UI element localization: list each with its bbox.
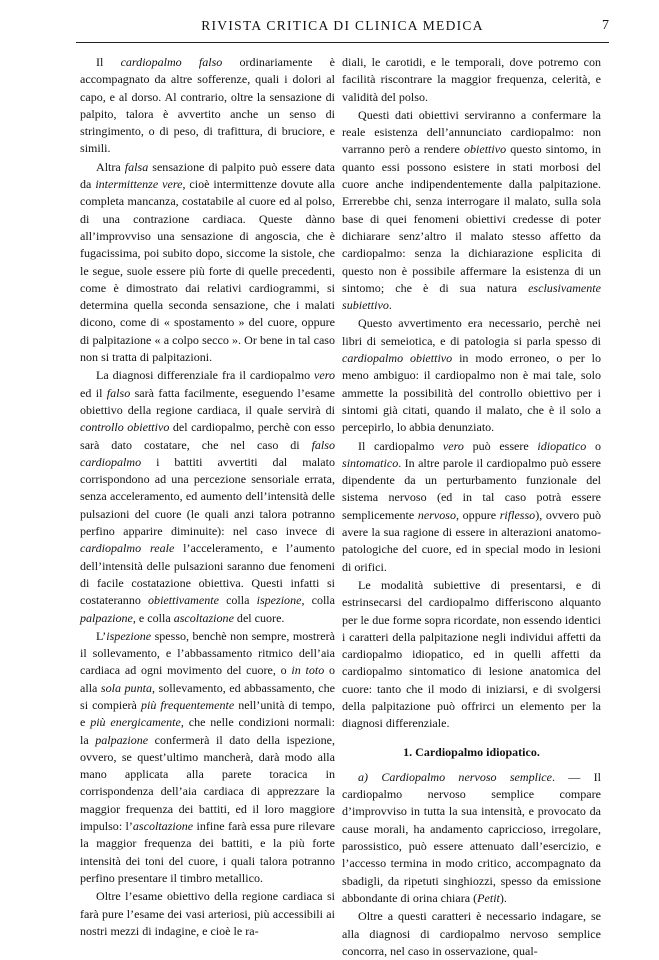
paragraph: Il cardiopalmo vero può essere idiopatico o sintomatico. In altre parole il cardiopalmo può essere dipendente da un perturbamento funzionale del sistema nervoso (ed in tal caso potrà essere semplicemente nervoso, oppure riflesso), ovvero può avere la sua ragione di essere in alterazioni anatomo-patologiche del cuore, ed in special modo in lesioni di orifici.	[342, 438, 601, 574]
italic-run: più energicamente	[90, 715, 181, 730]
italic-run: Petit	[477, 890, 500, 905]
running-header	[76, 16, 609, 43]
italic-run: a) Cardiopalmo nervoso semplice	[358, 769, 552, 784]
italic-run: ispezione	[106, 628, 152, 643]
italic-run: controllo obiettivo	[80, 420, 170, 435]
italic-run: palpazione	[95, 732, 149, 747]
paragraph: Questo avvertimento era necessario, perchè nei libri di semeiotica, e di patologia si parla spesso di cardiopalmo obiettivo in modo erroneo, o per lo meno ambiguo: il cardiopalmo non è mai tale, solo ammette la possibilità del controllo obiettivo per i sintomi già citati, quando il malato, che è il solo a percepirlo, lo abbia denunziato.	[342, 316, 601, 435]
italic-run: idiopatico	[537, 438, 587, 453]
right-column	[342, 54, 601, 960]
italic-run: cardiopalmo reale	[80, 541, 175, 556]
italic-run: obiettivo	[463, 142, 507, 157]
italic-run: esclusivamente subiettivo	[342, 280, 601, 313]
italic-run: riflesso	[499, 507, 536, 522]
italic-run: vero	[314, 368, 335, 383]
italic-run: falso cardiopalmo	[80, 437, 335, 469]
paragraph: L’ispezione spesso, benchè non sempre, mostrerà il sollevamento, e l’abbassamento ritmico dell’aia cardiaca ad ogni movimento del cuore, o in toto o alla sola punta, sollevamento, ed abbassamento, che si compierà più frequentemente nell’unità di tempo, e più energicamente, che nelle condizioni normali: la palpazione confermerà il dato della ispezione, ovvero, se quest’ultimo mancherà, darà modo alla mano applicata alla parete toracica in corrispondenza dell’aia cardiaca di apprezzare la maggior frequenza dei battiti, ed il loro maggiore impulso: l’ascoltazione infine farà essa pure rilevare la maggior frequenza dei battiti, e la più forte intensità dei toni del cuore, i quali talora potranno perfino presentare il timbro metallico.	[80, 628, 336, 885]
italic-run: cardiopalmo falso	[120, 55, 223, 69]
paragraph: Le modalità subiettive di presentarsi, e di estrinsecarsi del cardiopalmo differiscono alquanto per le due forme sopra ricordate, non essendo identici i caratteri della palpitazione negli individui affetti da cardiopalmo idiopatico, ed in quelli affetti da cardiopalmo sintomatico di lesione anatomica del cuore: tanto che il modo di iniziarsi, e di svolgersi della palpitazione può offrirci un elemento per la diagnosi differenziale.	[342, 577, 601, 731]
italic-run: ispezione	[256, 593, 302, 608]
italic-run: intermittenze vere	[95, 177, 183, 192]
paragraph: Oltre l’esame obiettivo della regione cardiaca si farà pure l’esame dei vasi arteriosi, più accessibili ai nostri mezzi di indagine, e cioè le ra-	[80, 889, 335, 938]
italic-run: cardiopalmo obiettivo	[342, 351, 453, 366]
italic-run: ascoltazione	[173, 610, 234, 625]
italic-run: vero	[442, 438, 464, 453]
italic-run: in toto	[291, 663, 325, 678]
paragraph: a) Cardiopalmo nervoso semplice. — Il cardiopalmo nervoso semplice compare d’improvviso in tutta la sua intensità, e provocato da cause morali, ha andamento capriccioso, irregolare, parossistico, può essere attenuato dall’esercizio, e l’accesso termina in modo critico, accompagnato da sbadigli, da ripetuti singhiozzi, spesso da emissione abbondante di orina chiara (Petit).	[342, 769, 601, 905]
left-column	[80, 54, 335, 940]
paragraph: Il cardiopalmo falso ordinariamente è accompagnato da altre sofferenze, quali i dolori al capo, e al dorso. Al contrario, oltre la sensazione di palpito, talora è avvertito anche un senso di stringimento, o di peso, di trafittura, di bruciore, e simili.	[80, 55, 335, 156]
italic-run: più frequentemente	[140, 697, 235, 712]
section-heading: 1. Cardiopalmo idiopatico.	[403, 744, 540, 759]
italic-run: obiettivamente	[148, 593, 219, 608]
italic-run: sintomatico	[342, 455, 399, 470]
italic-run: falsa	[124, 159, 149, 174]
italic-run: nervoso	[417, 507, 457, 522]
italic-run: falso	[106, 385, 131, 400]
paragraph: Oltre a questi caratteri è necessario indagare, se alla diagnosi di cardiopalmo nervoso semplice concorra, nel caso in osservazione, qual-	[342, 909, 601, 958]
paragraph: La diagnosi differenziale fra il cardiopalmo vero ed il falso sarà fatta facilmente, eseguendo l’esame obiettivo della regione cardiaca, il quale servirà di controllo obiettivo del cardiopalmo, perchè con esso sarà dato costatare, che nel caso di falso cardiopalmo i battiti avvertiti dal malato corrispondono ad una percezione sensoriale errata, senza acceleramento, ed aumento dell’intensità delle pulsazioni del cuore (le quali anzi talora potranno perfino apparire diminuite): nel caso invece di cardiopalmo reale l’acceleramento, e l’aumento dell’intensità delle pulsazioni saranno due fenomeni di facile costatazione obiettiva. Questi infatti si costateranno obiettivamente colla ispezione, colla palpazione, e colla ascoltazione del cuore.	[80, 368, 336, 625]
paragraph-continued: diali, le carotidi, e le temporali, dove potremo con facilità riscontrare la maggior frequenza, celerità, e validità del polso.	[342, 55, 601, 104]
paragraph: Altra falsa sensazione di palpito può essere data da intermittenze vere, cioè intermittenze dovute alla completa mancanza, costatabile al cuore ed al polso, di una contrazione cardiaca. Queste dànno all’improvviso una sensazione di angoscia, che è fugacissima, poi subito dopo, siccome la sistole, che le segue, suole essere più forte di quelle precedenti, come è dimostrato dai relativi cardiogrammi, si determina quella seconda sensazione, che i malati dicono, come di « spostamento » del cuore, oppure di palpitazione « a colpo secco ». Or bene in tal caso non si tratta di palpitazioni.	[80, 159, 335, 365]
page-number: 7	[602, 18, 609, 33]
paragraph: Questi dati obiettivi serviranno a confermare la reale esistenza dell’annunciato cardiopalmo: non varranno però a rendere obiettivo questo sintomo, in quanto essi possono esistere in stati morbosi del cuore anche indipendentemente dalla palpitazione. Errerebbe chi, senza interrogare il malato, sulla sola base di quei fenomeni obiettivi credesse di poter dichiarare senz’altro il malato stesso affetto da cardiopalmo: senza la dichiarazione esplicita di questo non è possibile affermare la esistenza di un sintomo; che è di sua natura esclusivamente subiettivo.	[342, 107, 601, 313]
journal-title: RIVISTA CRITICA DI CLINICA MEDICA	[201, 18, 484, 33]
italic-run: ascoltazione	[132, 819, 194, 834]
italic-run: palpazione	[80, 610, 133, 625]
italic-run: sola punta	[100, 680, 152, 695]
